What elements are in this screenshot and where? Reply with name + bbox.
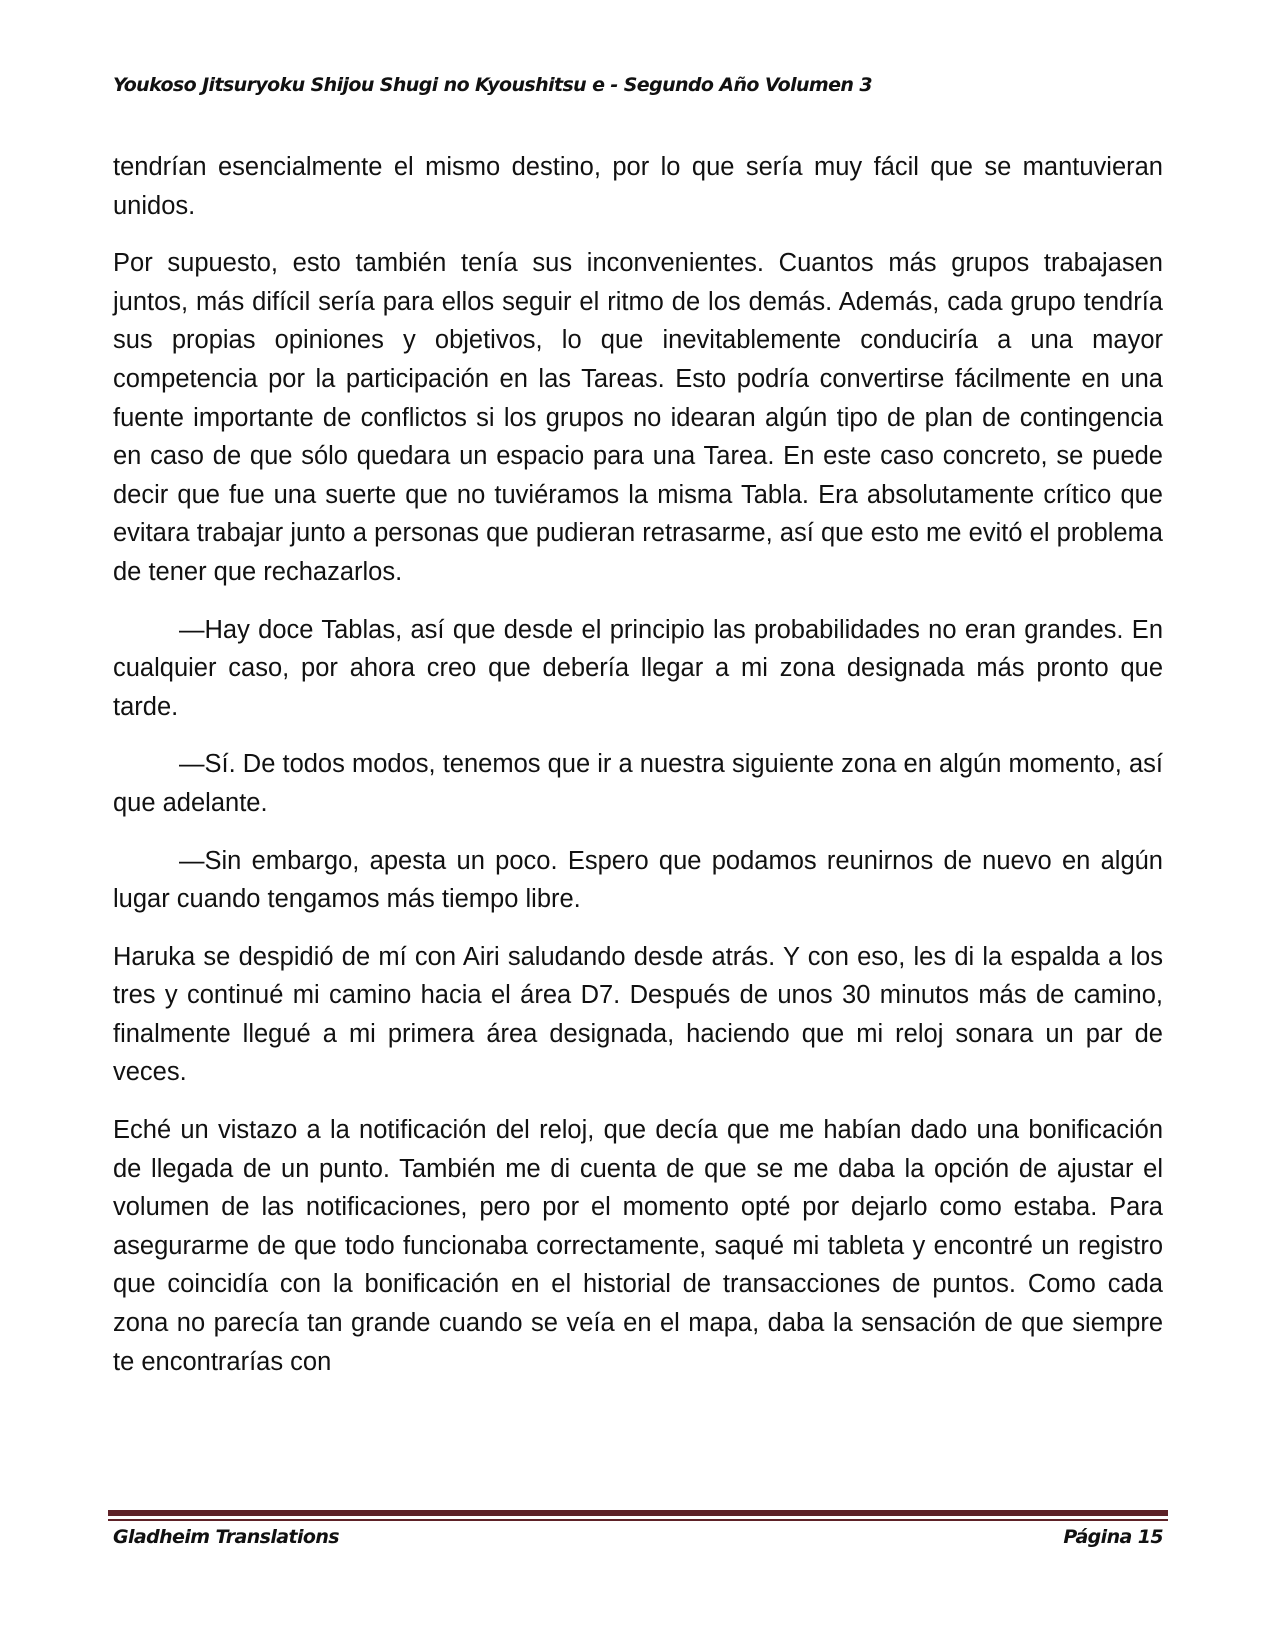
paragraph: Eché un vistazo a la notificación del reloj, que decía que me habían dado una bonificación de llegada de un punto. También me di cuenta de que se me daba la opción de ajustar el volumen de las notificaciones, pero por el momento opté por dejarlo como estaba. Para asegurarme de que todo funcionaba correctamente, saqué mi tableta y encontré un registro que coincidía con la bonificación en el historial de transacciones de puntos. Como cada zona no parecía tan grande cuando se veía en el mapa, daba la sensación de que siempre te encontrarías con: [113, 1116, 1163, 1376]
page-body: [113, 148, 1163, 1400]
paragraph: Por supuesto, esto también tenía sus inconvenientes. Cuantos más grupos trabajasen juntos, más difícil sería para ellos seguir el ritmo de los demás. Además, cada grupo tendría sus propias opiniones y objetivos, lo que inevitablemente conduciría a una mayor competencia por la participación en las Tareas. Esto podría convertirse fácilmente en una fuente importante de conflictos si los grupos no idearan algún tipo de plan de contingencia en caso de que sólo quedara un espacio para una Tarea. En este caso concreto, se puede decir que fue una suerte que no tuviéramos la misma Tabla. Era absolutamente crítico que evitara trabajar junto a personas que pudieran retrasarme, así que esto me evitó el problema de tener que rechazarlos.: [113, 249, 1163, 586]
paragraph: tendrían esencialmente el mismo destino, por lo que sería muy fácil que se mantuvieran unidos.: [113, 153, 1163, 220]
paragraph: Haruka se despidió de mí con Airi saludando desde atrás. Y con eso, les di la espalda a los tres y continué mi camino hacia el área D7. Después de unos 30 minutos más de camino, finalmente llegué a mi primera área designada, haciendo que mi reloj sonara un par de veces.: [113, 942, 1163, 1087]
footer-rule-thin: [108, 1519, 1168, 1521]
footer-publisher: Gladheim Translations: [113, 1526, 339, 1548]
footer-page-number: Página 15: [1063, 1526, 1163, 1548]
dialog-paragraph: —Hay doce Tablas, así que desde el principio las probabilidades no eran grandes. En cualquier caso, por ahora creo que debería llegar a mi zona designada más pronto que tarde.: [113, 615, 1163, 721]
dialog-paragraph: —Sí. De todos modos, tenemos que ir a nuestra siguiente zona en algún momento, así que adelante.: [113, 750, 1163, 817]
dialog-paragraph: —Sin embargo, apesta un poco. Espero que podamos reunirnos de nuevo en algún lugar cuando tengamos más tiempo libre.: [113, 846, 1163, 914]
footer-rule-thick: [108, 1510, 1168, 1516]
running-header: Youkoso Jitsuryoku Shijou Shugi no Kyoushitsu e - Segundo Año Volumen 3: [113, 74, 872, 96]
